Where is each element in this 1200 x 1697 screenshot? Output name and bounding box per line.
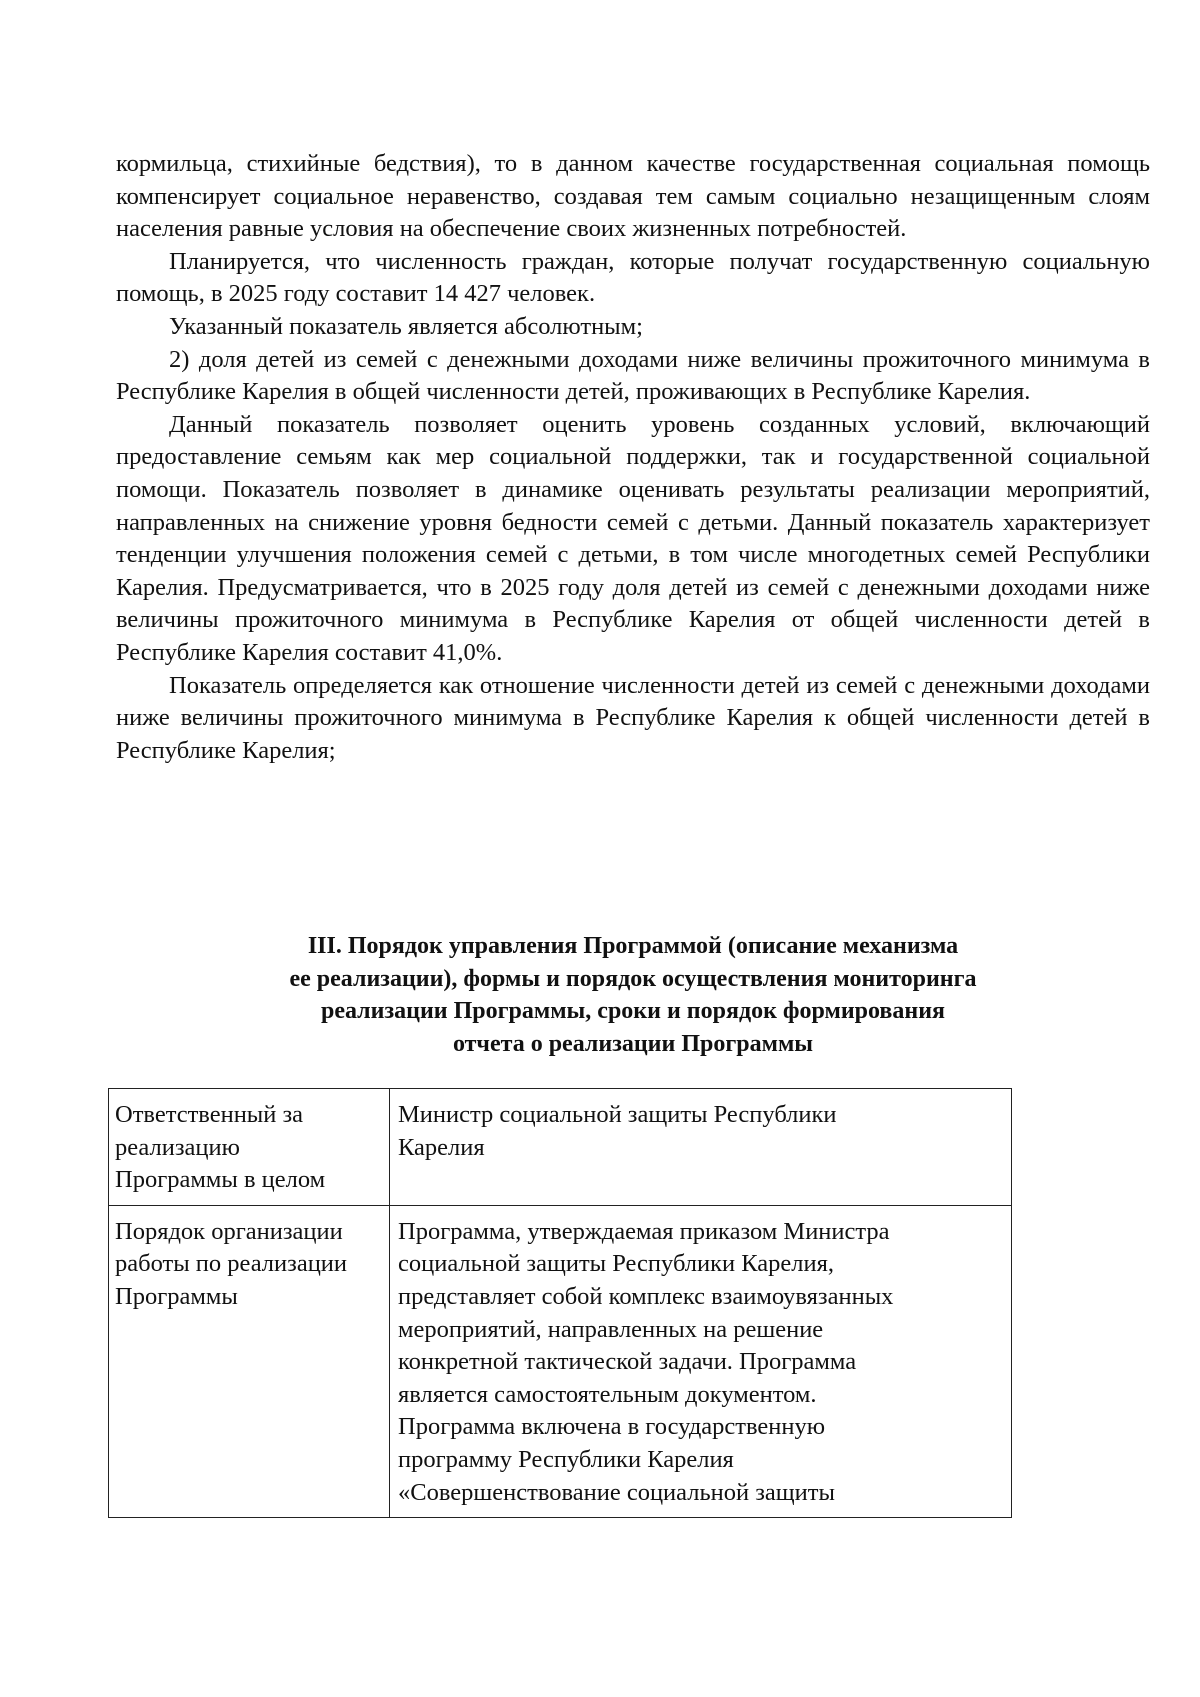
table-cell-line: Карелия [398,1133,485,1161]
table-cell-value [390,1205,1012,1517]
body-text [116,148,1150,767]
paragraph-4: 2) доля детей из семей с денежными доходами ниже величины прожиточного минимума в Республике Карелия в общей численности детей, проживающих в Республике Карелия. [116,345,1150,406]
table-row [109,1205,1012,1517]
table-cell-line: Программы в целом [115,1166,326,1194]
table-cell-value [390,1089,1012,1206]
table-cell-line: реализацию [115,1133,240,1161]
table-cell-label [109,1205,390,1517]
table-cell-line: Программы [115,1282,238,1310]
paragraph-6: Показатель определяется как отношение численности детей из семей с денежными доходами ниже величины прожиточного минимума в Республике Карелия к общей численности детей в Республике Карелия; [116,671,1150,764]
section-heading-line: отчета о реализации Программы [452,1030,814,1057]
paragraph-5: Данный показатель позволяет оценить уровень созданных условий, включающий предоставление семьям как мер социальной поддержки, так и государственной социальной помощи. Показатель позволяет в динамике оценивать результаты реализации мероприятий, направленных на снижение уровня бедности семей с детьми. Данный показатель характеризует тенденции улучшения положения семей с детьми, в том числе многодетных семей Республики Карелия. Предусматривается, что в 2025 году доля детей из семей с денежными доходами ниже величины прожиточного минимума в Республике Карелия от общей численности детей в Республике Карелия составит 41,0%. [116,410,1150,666]
table-cell-line: является самостоятельным документом. [398,1380,817,1408]
table-cell-line: конкретной тактической задачи. Программа [398,1348,857,1376]
table-cell-line: мероприятий, направленных на решение [398,1315,824,1343]
table-cell-line: Министр социальной защиты Республики [398,1101,837,1128]
table-cell-line: Ответственный за [115,1101,304,1128]
paragraph-1: кормильца, стихийные бедствия), то в данном качестве государственная социальная помощь компенсирует социальное неравенство, создавая тем самым социально незащищенным слоям населения равные условия на обеспечение своих жизненных потребностей. [116,150,1150,243]
table-cell-line: работы по реализации [115,1250,348,1278]
section-heading-line: ее реализации), формы и порядок осуществления мониторинга [289,965,977,992]
table-cell-line: Порядок организации [115,1217,343,1245]
table-cell-line: Программа включена в государственную [398,1413,826,1441]
table-cell-line: социальной защиты Республики Карелия, [398,1250,835,1278]
program-table [108,1088,1012,1518]
table-cell-line: Программа, утверждаемая приказом Министра [398,1217,890,1245]
table-row [109,1089,1012,1206]
section-heading-line: реализации Программы, сроки и порядок формирования [320,998,946,1024]
table-cell-line: представляет собой комплекс взаимоувязанных [398,1282,894,1310]
paragraph-2: Планируется, что численность граждан, которые получат государственную социальную помощь, в 2025 году составит 14 427 человек. [116,247,1150,308]
paragraph-3: Указанный показатель является абсолютным; [169,312,643,340]
table-cell-line: программу Республики Карелия [398,1445,734,1473]
section-heading-line: III. Порядок управления Программой (описание механизма [307,933,959,959]
table-cell-line: «Совершенствование социальной защиты [398,1478,835,1506]
section-heading [116,930,1150,1060]
table-cell-label [109,1089,390,1206]
